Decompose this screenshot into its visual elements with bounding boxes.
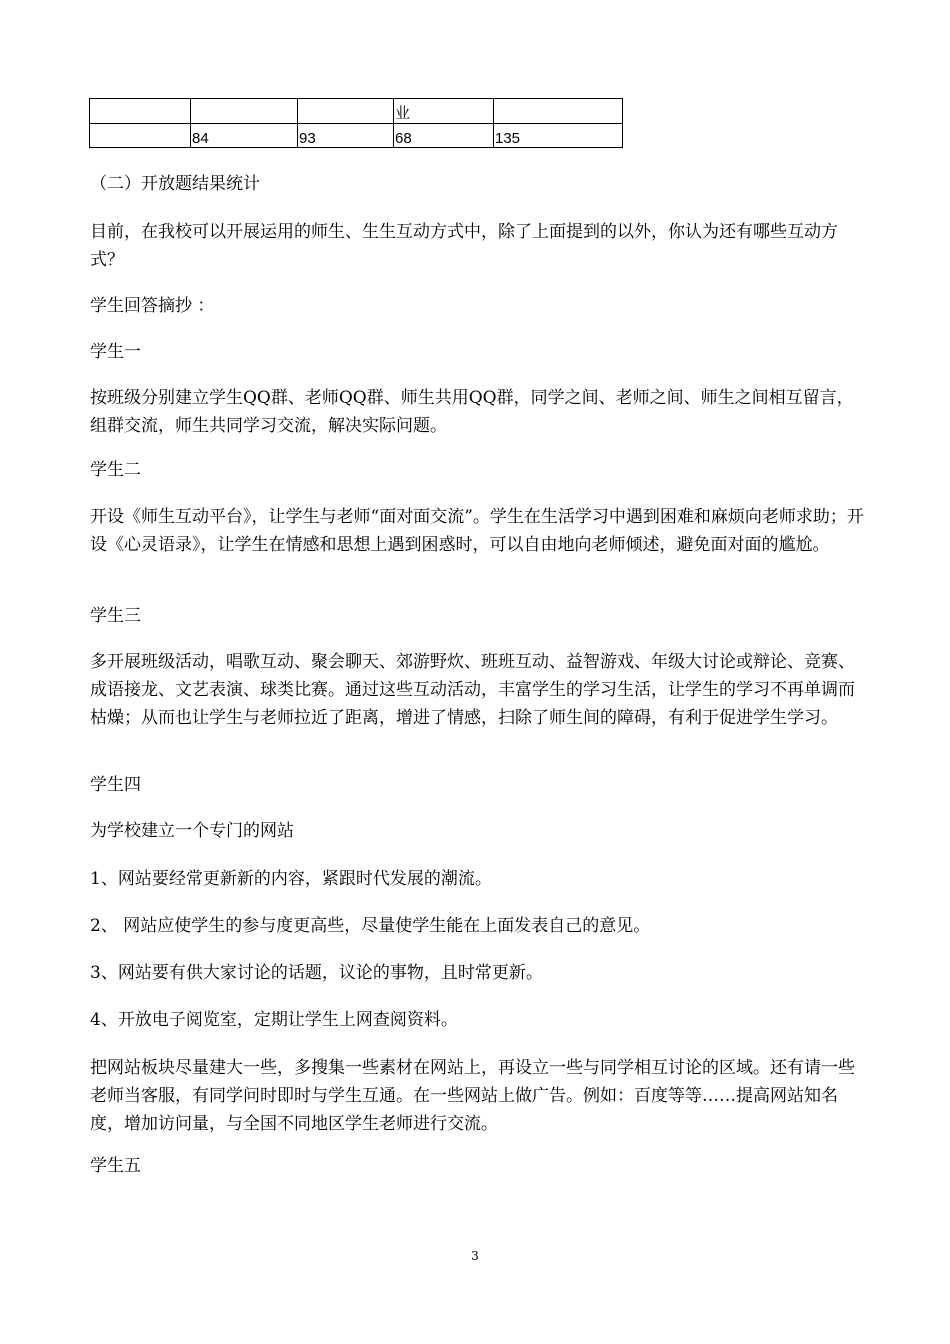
table-cell: 135 (494, 124, 623, 148)
table-cell: 68 (394, 124, 494, 148)
student-4-item: 2、 网站应使学生的参与度更高些，尽量使学生能在上面发表自己的意见。 (90, 916, 651, 936)
table-cell (298, 99, 394, 124)
student-4-item: 3、网站要有供大家讨论的话题，议论的事物，且时常更新。 (90, 963, 543, 983)
answers-heading: 学生回答摘抄 ： (90, 296, 215, 316)
page-number: 3 (471, 1249, 479, 1263)
student-3-label: 学生三 (90, 606, 141, 626)
table-cell (494, 99, 623, 124)
table-cell: 业 (394, 99, 494, 124)
student-4-label: 学生四 (90, 775, 141, 795)
student-1-label: 学生一 (90, 342, 141, 362)
student-4-item: 1、网站要经常更新新的内容，紧跟时代发展的潮流。 (90, 869, 492, 889)
table-cell: 93 (298, 124, 394, 148)
student-1-text: 按班级分别建立学生QQ群、老师QQ群、师生共用QQ群，同学之间、老师之间、师生之间相互留言，组群交流，师生共同学习交流，解决实际问题。 (90, 388, 854, 436)
table-cell (191, 99, 298, 124)
table-row (90, 124, 623, 148)
student-5-label: 学生五 (90, 1156, 141, 1176)
table-row (90, 99, 623, 124)
student-4-item: 4、开放电子阅览室，定期让学生上网查阅资料。 (90, 1010, 458, 1030)
student-4-intro: 为学校建立一个专门的网站 (90, 821, 294, 841)
student-2-text: 开设《师生互动平台》，让学生与老师“面对面交流”。学生在生活学习中遇到困难和麻烦向老师求助；开设《心灵语录》，让学生在情感和思想上遇到困惑时，可以自由地向老师倾述，避免面对面的尴尬。 (90, 507, 864, 555)
table-cell (90, 124, 191, 148)
section-title: （二）开放题结果统计 (90, 174, 260, 194)
table-cell (90, 99, 191, 124)
question-text: 目前，在我校可以开展运用的师生、生生互动方式中，除了上面提到的以外，你认为还有哪些互动方式？ (90, 222, 838, 270)
results-table (89, 98, 623, 148)
student-2-label: 学生二 (90, 460, 141, 480)
student-4-extra: 把网站板块尽量建大一些，多搜集一些素材在网站上，再设立一些与同学相互讨论的区域。还有请一些老师当客服，有同学问时即时与学生互通。在一些网站上做广告。例如：百度等等……提高网站知名度，增加访问量，与全国不同地区学生老师进行交流。 (90, 1058, 855, 1134)
table-cell: 84 (191, 124, 298, 148)
student-3-text: 多开展班级活动，唱歌互动、聚会聊天、郊游野炊、班班互动、益智游戏、年级大讨论或辩论、竞赛、成语接龙、文艺表演、球类比赛。通过这些互动活动，丰富学生的学习生活，让学生的学习不再单调而枯燥；从而也让学生与老师拉近了距离，增进了情感，扫除了师生间的障碍，有利于促进学生学习。 (90, 652, 855, 728)
